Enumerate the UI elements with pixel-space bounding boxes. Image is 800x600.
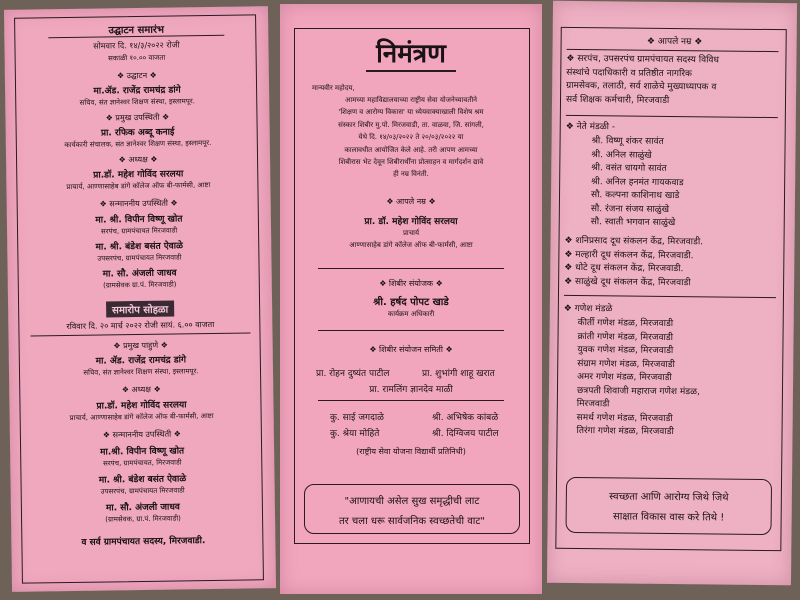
- dairies-list: [564, 235, 703, 290]
- honored-2-desc: उपसरपंच, ग्रामपंचायत मिरजवाडी: [97, 253, 182, 263]
- leader-item: श्री. वसंत धायगो सावंत: [591, 163, 667, 174]
- right-slogan-line-2: साक्षात विकास वास करे तिथे !: [612, 511, 725, 524]
- president-name: प्रा.डॉ. महेश गोविंद सरलया: [93, 169, 184, 181]
- invitation-title: निमंत्रण: [366, 34, 456, 72]
- greeting: मान्यवीर महोदय,: [312, 84, 355, 92]
- leaders-label: ❖ नेते मंडळी -: [565, 121, 616, 133]
- paragraph-line: आमच्या महाविद्यालयाच्या राष्ट्रीय सेवा योजनेच्यावतीने: [344, 96, 478, 104]
- ganesh-item: समर्थ गणेश मंडळ, मिरजवाडी: [576, 412, 673, 424]
- closing-guest-label: ❖ प्रमुख पाहुणे ❖: [113, 340, 168, 351]
- leader-item: श्री. अनिल हनमंत गायकवाड: [591, 176, 684, 188]
- camp-coord-role: कार्यक्रम अधिकारी: [387, 310, 435, 318]
- leader-item: सौ. कल्पना काशिनाथ खाडे: [590, 190, 680, 202]
- yours-label: ❖ आपले नम्र ❖: [386, 197, 436, 206]
- ganesh-item: युवक गणेश मंडळ, मिरजवाडी: [577, 345, 674, 357]
- slogan-box-middle: [304, 484, 520, 534]
- paragraph-line: ही नम्र विनंती.: [393, 170, 429, 179]
- closing-guest-desc: सचिव, संत ज्ञानेश्वर शिक्षण संस्था, इस्लामपूर.: [83, 367, 199, 377]
- honored-2-name: मा. श्री. बंडेश बसंत ऐवाळे: [95, 241, 184, 253]
- inauguration-time: सकाळी १०.०० वाजता: [108, 53, 166, 63]
- honored-3-name: मा. सौ. अंजली जाधव: [102, 268, 177, 280]
- invitation-paragraph: [300, 94, 522, 181]
- closing-honored-label: ❖ सन्माननीय उपस्थिती ❖: [102, 429, 181, 440]
- slogan-box-right: [565, 477, 772, 535]
- officials-line: ❖ सरपंच, उपसरपंच ग्रामपंचायत सदस्य विविध: [566, 53, 720, 66]
- right-slogan-line-1: स्वच्छता आणि आरोग्य जिथे जिथे: [609, 491, 729, 504]
- student-4: श्री. दिग्विजय पाटील: [432, 429, 499, 439]
- ganesh-item: मिरजवाडी: [576, 399, 610, 410]
- paragraph-line: शिबीरास भेट देवून शिबीरार्थींना प्रोत्साहन व मार्गदर्शन द्यावे: [338, 158, 484, 167]
- officials-list: [566, 53, 719, 109]
- panel-middle: [280, 4, 542, 594]
- leader-item: श्री. अनिल साळुंखे: [591, 149, 652, 161]
- chief-guest-name: प्रा. रफिक अब्दू कनाई: [100, 127, 175, 139]
- paragraph-line: येथे दि. १४/०३/२०२२ ते २०/०३/२०२२ या: [358, 133, 464, 142]
- inaugurator-desc: सचिव, संत ज्ञानेश्वर शिक्षण संस्था, इस्लामपूर.: [79, 97, 195, 107]
- divider: [318, 330, 504, 331]
- ganesh-item: तिरंगा गणेश मंडळ, मिरजवाडी: [576, 426, 674, 438]
- ganesh-item: छत्रपती शिवाजी महाराज गणेश मंडळ,: [576, 385, 700, 397]
- ganesh-item: क्रांती गणेश मंडळ, मिरजवाडी: [577, 331, 674, 343]
- committee-member-2: प्रा. शुभांगी शाहू खरात: [422, 369, 495, 379]
- leader-item: सौ. स्वाती भगवान साळुंखे: [590, 217, 676, 229]
- closing-president-desc: प्राचार्य, आण्णासाहेब डांगे कॉलेज ऑफ बी-फार्मसी, आष्टा: [69, 411, 214, 422]
- ganesh-list: [576, 317, 700, 440]
- principal-college: आण्णासाहेब डांगे कॉलेज ऑफ बी-फार्मसी, आष्टा: [349, 241, 473, 249]
- ganesh-item: संग्राम गणेश मंडळ, मिरजवाडी: [577, 358, 675, 370]
- honored-3-desc: (ग्रामसेवक ग्रा.पं. मिरजवाडी): [103, 280, 177, 290]
- slogan-line-1: "आणायची असेल सुख समृद्धीची लाट: [344, 496, 480, 507]
- right-yours-label: ❖ आपले नम्र ❖: [646, 36, 703, 48]
- title-wrap: [280, 34, 542, 72]
- paragraph-line: संस्कार शिबीर मु.पो. मिरजवाडी, ता. वाळवा, जि. सांगली,: [338, 120, 484, 129]
- left-footer: व सर्व ग्रामपंचायत सदस्य, मिरजवाडी.: [81, 536, 206, 548]
- inauguration-datetime: सोमवार दि. १४/३/२०२२ रोजी: [93, 40, 180, 51]
- paragraph-line: 'शिक्षण व आरोग्य विकास' या ध्येयवाक्याखाली विशेष श्रम: [338, 108, 484, 117]
- paragraph-line: कालावधीत आयोजित केले आहे. तरी आपण आमच्या: [344, 145, 478, 154]
- officials-line: ग्रामसेवक, तलाठी, सर्व शाळेचे मुख्याध्यापक व: [566, 80, 717, 93]
- panel-left: [4, 6, 276, 592]
- camp-coord-label: ❖ शिबीर संयोजक ❖: [379, 279, 443, 288]
- principal-role: प्राचार्य: [402, 229, 420, 237]
- dairy-item: ❖ धोटे दूध संकलन केंद्र, मिरजवाडी.: [564, 262, 684, 275]
- closing-guest-name: मा. ॲड. राजेंद्र रामचंद्र डांगे: [95, 355, 187, 367]
- panel-right: [547, 1, 797, 586]
- principal-name: प्रा. डॉ. महेश गोविंद सरलया: [364, 217, 458, 227]
- closing-honored-1-desc: सरपंच, ग्रामपंचायत, मिरजवाडी: [103, 458, 182, 468]
- dairy-item: ❖ शनिप्रसाद दूध संकलन केंद्र, मिरजवाडी.: [564, 235, 704, 248]
- leader-item: सौ. रंजना संजय साळुंखे: [590, 203, 670, 215]
- closing-title-wrap: [8, 296, 272, 319]
- dairy-item: ❖ मल्हारी दूध संकलन केंद्र, मिरजवाडी.: [564, 249, 694, 261]
- closing-president-label: ❖ अध्यक्ष ❖: [121, 384, 161, 395]
- chief-guest-label: ❖ प्रमुख उपस्थिती ❖: [105, 112, 170, 123]
- leaders-list: [591, 135, 684, 230]
- student-3: कु. श्रेया मोहिते: [330, 429, 380, 439]
- ganesh-heading: [564, 303, 613, 317]
- student-1: कु. साई जगदाळे: [330, 413, 385, 423]
- leaders-heading: [566, 121, 616, 135]
- president-desc: प्राचार्य, आण्णासाहेब डांगे कॉलेज ऑफ बी-फार्मसी, आष्टा: [66, 181, 211, 192]
- closing-honored-2-name: मा. श्री. बंडेश बसंत ऐवाळे: [98, 474, 187, 486]
- camp-coord-name: श्री. हर्षद पोपट खाडे: [373, 297, 449, 308]
- student-2: श्री. अभिषेक कांबळे: [432, 413, 499, 423]
- inauguration-title: उद्घाटन समारंभ: [108, 24, 165, 37]
- honored-1-desc: सरपंच, ग्रामपंचायत मिरजवाडी: [100, 226, 178, 236]
- honored-label: ❖ सन्माननीय उपस्थिती ❖: [99, 198, 178, 209]
- committee-member-1: प्रा. रोहन दुष्यंत पाटील: [316, 369, 390, 379]
- divider: [318, 268, 504, 269]
- chief-guest-desc: कार्यकारी संचालक, संत ज्ञानेश्वर शिक्षण संस्था, इस्लामपूर.: [64, 138, 212, 150]
- closing-honored-2-desc: उपसरपंच, ग्रामपंचायत मिरजवाडी: [100, 486, 185, 496]
- officials-line: सर्व शिक्षक कर्मचारी, मिरजवाडी: [565, 94, 670, 106]
- ganesh-label: ❖ गणेश मंडळे: [563, 303, 613, 315]
- slogan-line-2: तर चला धरू सार्वजनिक स्वच्छतेची वाट": [338, 516, 486, 527]
- leader-item: श्री. विष्णू शंकर सावंत: [591, 136, 664, 147]
- committee-member-3: प्रा. रामलिंग ज्ञानदेव माळी: [369, 385, 453, 395]
- closing-president-name: प्रा.डॉ. महेश गोविंद सरलया: [96, 400, 187, 412]
- committee-label: ❖ शिबीर संयोजन समिती ❖: [369, 345, 453, 354]
- officials-line: संस्थांचे पदाधिकारी व प्रतिष्ठीत नागरिक: [566, 67, 693, 79]
- divider: [318, 400, 504, 401]
- ganesh-item: अमर गणेश मंडळ, मिरजवाडी: [577, 372, 672, 384]
- honored-1-name: मा. श्री. विपीन विष्णू खोत: [95, 214, 183, 226]
- student-caption: (राष्ट्रीय सेवा योजना विद्यार्थी प्रतिनिधी): [356, 447, 466, 456]
- ganesh-item: कीर्ती गणेश मंडळ, मिरजवाडी: [577, 318, 674, 330]
- dairy-item: ❖ साळुंखे दूध संकलन केंद्र, मिरजवाडी: [564, 276, 691, 288]
- closing-datetime: रविवार दि. २० मार्च २०२२ रोजी सायं. ६.०० वाजता: [66, 319, 215, 332]
- closing-honored-3-name: मा. सौ. अंजली जाधव: [105, 502, 180, 514]
- closing-title: समारोप सोहळा: [106, 301, 174, 318]
- inaugurator-name: मा.ॲड. राजेंद्र रामचंद्र डांगे: [93, 85, 181, 97]
- closing-honored-3-desc: (ग्रामसेवक, ग्रा.पं. मिरजवाडी): [105, 514, 181, 524]
- inaugurator-label: ❖ उद्घाटन ❖: [116, 70, 157, 81]
- president-label: ❖ अध्यक्ष ❖: [118, 154, 158, 165]
- closing-honored-1-name: मा.श्री. विपीन विष्णू खोत: [100, 446, 185, 458]
